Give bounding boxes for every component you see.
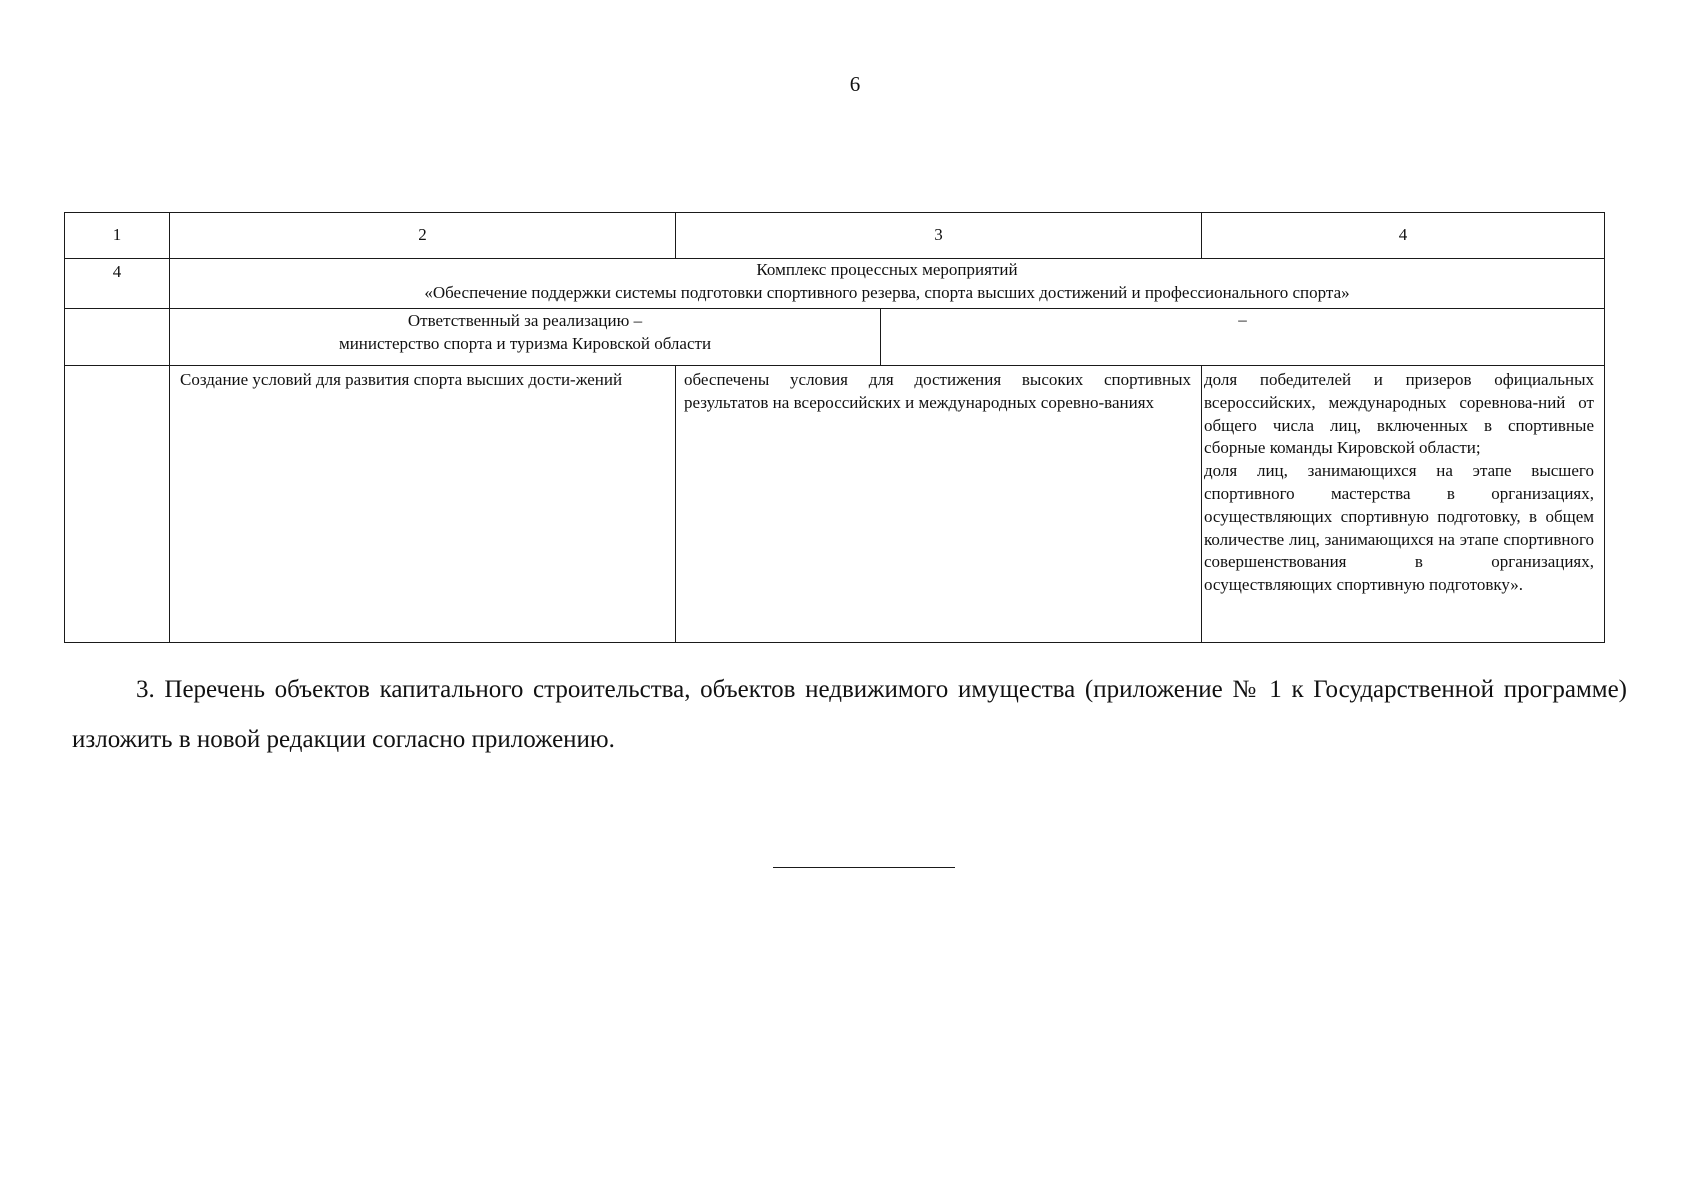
responsible-cell	[170, 309, 1605, 366]
table-header-row	[65, 213, 1605, 259]
complex-title-line2: «Обеспечение поддержки системы подготовки спортивного резерва, спорта высших достижений и профессионального спорта»	[424, 282, 1350, 302]
responsible-label	[170, 309, 881, 365]
indicators-cell	[1202, 366, 1605, 643]
row-number-cell	[65, 366, 170, 643]
responsible-line2: министерство спорта и туризма Кировской области	[338, 333, 712, 353]
task-cell: Создание условий для развития спорта высших дости-жений	[170, 366, 676, 643]
header-cell-2: 2	[170, 213, 676, 259]
table-row	[65, 366, 1605, 643]
page-number: 6	[849, 72, 861, 96]
indicator-1: доля победителей и призеров официальных всероссийских, международных соревнова-ний от общего числа лиц, включенных в спортивные сборные команды Кировской области;	[1204, 370, 1594, 458]
responsible-inner-table	[170, 309, 1604, 365]
result-cell: обеспечены условия для достижения высоких спортивных результатов на всероссийских и международных соревно-ваниях	[676, 366, 1202, 643]
end-rule	[773, 867, 955, 868]
header-cell-1: 1	[65, 213, 170, 259]
header-cell-4: 4	[1202, 213, 1605, 259]
responsible-row	[65, 309, 1605, 366]
indicator-2: доля лиц, занимающихся на этапе высшего спортивного мастерства в организациях, осуществляющих спортивную подготовку, в общем количестве лиц, занимающихся на этапе спортивного совершенствования в организациях, осуществляющих спортивную подготовку».	[1204, 461, 1594, 595]
header-cell-3: 3	[676, 213, 1202, 259]
complex-title	[170, 259, 1605, 309]
program-table	[64, 212, 1605, 643]
complex-number: 4	[65, 259, 170, 309]
complex-row	[65, 259, 1605, 309]
body-paragraph: 3. Перечень объектов капитального строительства, объектов недвижимого имущества (приложение № 1 к Государственной программе) изложить в новой редакции согласно приложению.	[72, 676, 1627, 753]
responsible-line1: Ответственный за реализацию –	[407, 311, 643, 330]
complex-title-line1: Комплекс процессных мероприятий	[756, 260, 1018, 279]
responsible-empty-cell	[65, 309, 170, 366]
responsible-value: –	[1238, 310, 1247, 329]
